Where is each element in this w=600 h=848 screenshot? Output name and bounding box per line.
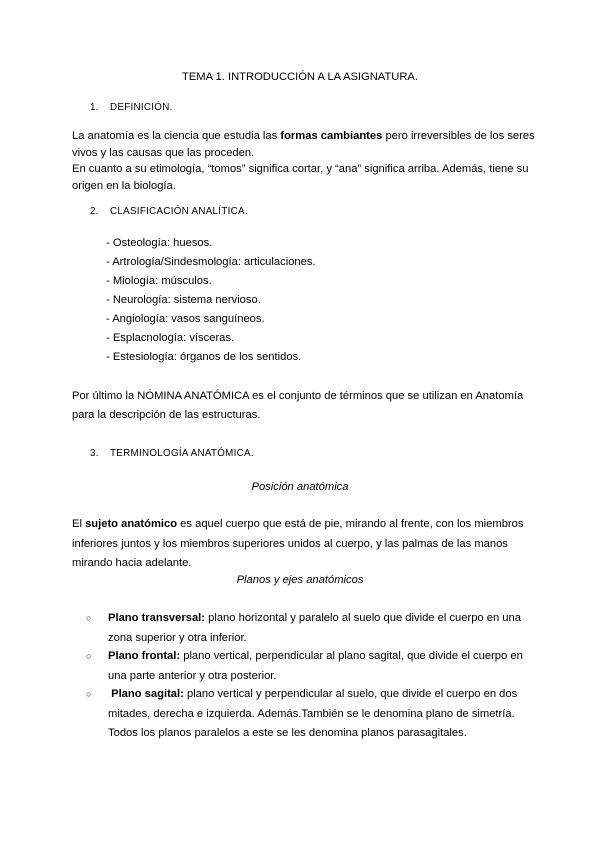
posicion-paragraph (72, 515, 542, 574)
section-label: CLASIFICACIÓN ANALÍTICA. (110, 206, 248, 217)
section-heading-clasificacion (90, 203, 248, 221)
bullet-text: plano horizontal y paralelo al suelo que divide el cuerpo en una zona superior y otra inferior. (108, 612, 521, 644)
section-number: 1. (90, 102, 99, 113)
planos-heading: Planos y ejes anatómicos (236, 574, 364, 586)
posicion-bold-term: sujeto anatómico (85, 518, 178, 530)
bullet-item-frontal (86, 647, 536, 686)
list-item: - Angiología: vasos sanguíneos. (106, 313, 265, 325)
list-item: - Esplacnología: vísceras. (106, 332, 235, 344)
definition-text: La anatomía es la ciencia que estudia las (72, 130, 281, 142)
bullet-bold-term: Plano transversal: (108, 612, 206, 624)
list-item: - Artrología/Sindesmología: articulaciones. (106, 256, 316, 268)
posicion-heading: Posición anatómica (251, 481, 349, 493)
list-item: - Osteología: huesos. (106, 237, 213, 249)
section-heading-terminologia (90, 445, 254, 463)
circle-bullet-icon: ○ (86, 689, 92, 699)
definition-bold-term: formas cambiantes (280, 130, 383, 142)
section-heading-definicion (90, 99, 173, 117)
list-item: - Estesiología: órganos de los sentidos. (106, 351, 302, 363)
etymology-paragraph: En cuanto a su etimología, “tomos” significa cortar, y “ana” significa arriba. Además, tiene su origen en la biología. (72, 163, 529, 192)
circle-bullet-icon: ○ (86, 651, 92, 661)
posicion-text: El (72, 518, 86, 530)
page-title: TEMA 1. INTRODUCCIÓN A LA ASIGNATURA. (181, 71, 419, 83)
bullet-text: plano vertical, perpendicular al plano sagital, que divide el cuerpo en una parte anterior y otra posterior. (108, 650, 523, 682)
bullet-bold-term: Plano frontal: (108, 650, 181, 662)
circle-bullet-icon: ○ (86, 613, 92, 623)
bullet-bold-term: Plano sagital: (108, 688, 184, 700)
definition-text-cont: pero irreversibles de los seres vivos y las causas que las proceden. (72, 130, 535, 159)
list-item: - Neurología: sistema nervioso. (106, 294, 261, 306)
bullet-item-sagital (86, 685, 536, 744)
list-item: - Miología: músculos. (106, 275, 212, 287)
nomina-paragraph: Por último la NÓMINA ANATÓMICA es el conjunto de términos que se utilizan en Anatomía para la descripción de las estructuras. (72, 390, 524, 421)
bullet-text: plano vertical y perpendicular al suelo, que divide el cuerpo en dos mitades, derecha e izquierda. Además.También se le denomina plano de simetría. Todos los planos paralelos a este se les denomina planos parasagitales. (108, 688, 521, 739)
section-number: 2. (90, 206, 99, 217)
section-number: 3. (90, 448, 99, 459)
posicion-text-cont: es aquel cuerpo que está de pie, mirando al frente, con los miembros inferiores juntos y los miembros superiores unidos al cuerpo, y las palmas de las manos mirando hacia adelante. (72, 518, 524, 569)
definition-paragraph (72, 128, 542, 161)
bullet-item-transversal (86, 609, 536, 648)
section-label: TERMINOLOGÍA ANATÓMICA. (110, 448, 254, 459)
section-label: DEFINICIÓN. (110, 102, 173, 113)
